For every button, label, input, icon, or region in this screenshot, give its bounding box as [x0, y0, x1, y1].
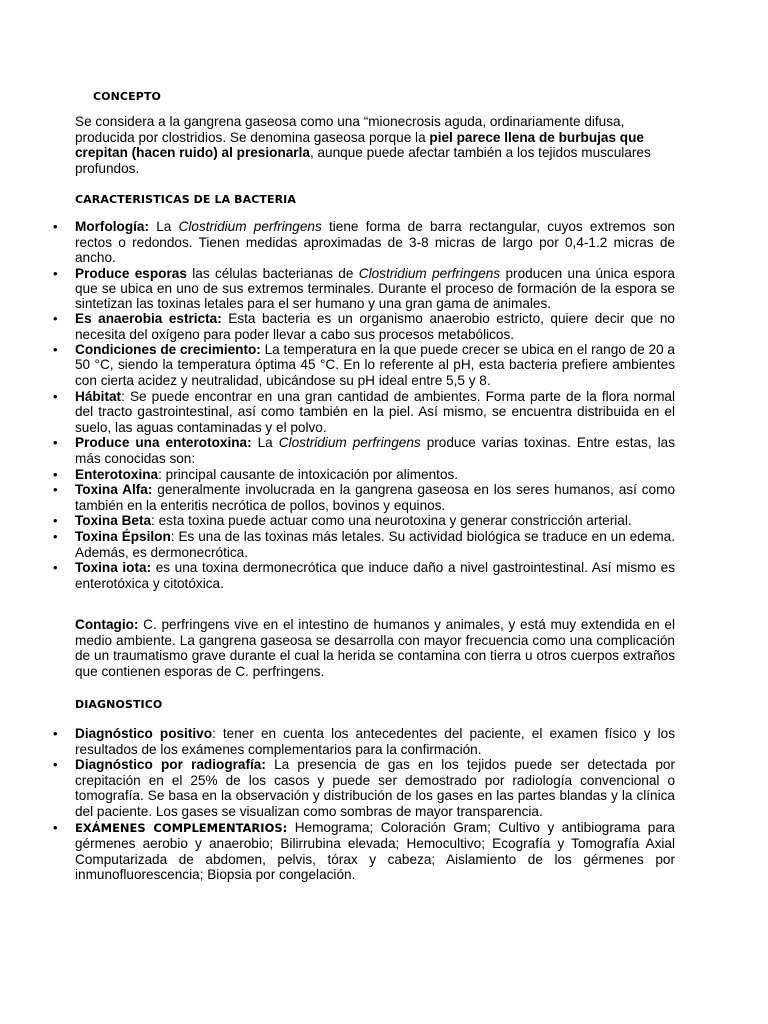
- item-label: Es anaerobia estricta:: [75, 311, 222, 327]
- item-label: Diagnóstico por radiografía:: [75, 757, 266, 773]
- heading-concepto: CONCEPTO: [93, 90, 161, 103]
- item-text: La temperatura en la que puede crecer se ubica en el rango de 20 a 50 °C, siendo la temperatura óptima 45 °C. En lo referente al pH, esta bacteria prefiere ambientes con cierta acidez y neutralidad, ubicándose su pH ideal entre 5,5 y 8.: [75, 341, 675, 388]
- contagio-paragraph: [75, 617, 675, 679]
- item-label: Produce esporas: [75, 265, 187, 281]
- item-text: : tener en cuenta los antecedentes del paciente, el examen físico y los resultados de los exámenes complementarios para la confirmación.: [75, 726, 675, 757]
- list-item: [75, 467, 675, 483]
- contagio-label: Contagio:: [75, 617, 139, 632]
- item-text: La presencia de gas en los tejidos puede ser detectada por crepitación en el 25% de los casos y puede ser demostrado por radiología convencional o tomografía. Se basa en la observación y distribución de los gases en las partes blandas y la clínica del paciente. Los gases se visualizan como sombras de mayor transparencia.: [75, 757, 675, 819]
- list-item: [75, 389, 675, 436]
- list-item: [75, 219, 675, 266]
- item-text: las células bacterianas de: [186, 265, 359, 281]
- item-label: Toxina Épsilon: [75, 528, 171, 544]
- item-text: Hemograma; Coloración Gram; Cultivo y antibiograma para gérmenes aerobio y anaerobio; Bilirrubina elevada; Hemocultivo; Ecografía y Tomografía Axial Computarizada de abdomen, pelvis, tórax y cabeza; Aislamiento de los gérmenes por inmunofluorescencia; Biopsia por congelación.: [75, 819, 675, 883]
- list-item: [75, 435, 675, 466]
- list-item: [75, 482, 675, 513]
- item-italic: Clostridium perfringens: [358, 265, 501, 281]
- heading-caracteristicas: CARACTERISTICAS DE LA BACTERIA: [75, 193, 296, 206]
- item-label: EXÁMENES COMPLEMENTARIOS:: [75, 820, 288, 835]
- concepto-text-bold: piel parece llena de burbujas que crepitan (hacen ruido) al presionarla: [75, 129, 644, 161]
- item-text: : Se puede encontrar en una gran cantidad de ambientes. Forma parte de la flora normal del tracto gastrointestinal, así como también en la piel. Así mismo, se encuentra distribuida en el suelo, las aguas contaminadas y el polvo.: [75, 388, 675, 435]
- concepto-paragraph: [75, 114, 675, 176]
- contagio-text: C. perfringens vive en el intestino de humanos y animales, y está muy extendida en el medio ambiente. La gangrena gaseosa se desarrolla con mayor frecuencia como una complicación de un traumatismo grave durante el cual la herida se contamina con tierra u otros cuerpos extraños que contienen esporas de C. perfringens.: [75, 617, 675, 679]
- item-label: Toxina Alfa:: [75, 482, 153, 498]
- item-text: Esta bacteria es un organismo anaerobio estricto, quiere decir que no necesita del oxígeno para poder llevar a cabo sus procesos metabólicos.: [75, 311, 675, 342]
- item-italic: Clostridium perfringens: [278, 435, 421, 451]
- item-label: Produce una enterotoxina:: [75, 435, 252, 451]
- item-text: generalmente involucrada en la gangrena gaseosa en los seres humanos, así como también en la enteritis necrótica de pollos, bovinos y equinos.: [75, 482, 676, 513]
- item-text: tiene forma de barra rectangular, cuyos extremos son rectos o redondos. Tienen medidas aproximadas de 3-8 micras de largo por 0,4-1.2 micras de ancho.: [75, 219, 675, 266]
- list-item: [75, 757, 675, 819]
- item-label: Toxina iota:: [75, 560, 152, 576]
- item-label: Morfología:: [75, 219, 149, 234]
- item-text: La: [149, 219, 179, 234]
- item-text: La: [251, 435, 279, 451]
- item-label: Toxina Beta: [75, 513, 152, 529]
- heading-diagnostico: DIAGNOSTICO: [75, 698, 163, 711]
- item-text: : principal causante de intoxicación por alimentos.: [158, 466, 459, 482]
- item-label: Condiciones de crecimiento:: [75, 341, 261, 357]
- list-item: [75, 513, 675, 529]
- item-text: : esta toxina puede actuar como una neurotoxina y generar constricción arterial.: [151, 513, 632, 529]
- item-label: Hábitat: [75, 388, 122, 404]
- list-item: [75, 820, 675, 883]
- item-text: producen una única espora que se ubica en uno de sus extremos terminales. Durante el proceso de formación de la espora se sintetizan las toxinas letales para el ser humano y una gran gama de animales.: [75, 265, 675, 312]
- caracteristicas-list: [75, 219, 675, 591]
- item-italic: Clostridium perfringens: [178, 219, 322, 234]
- item-text: produce varias toxinas. Entre estas, las más conocidas son:: [75, 435, 675, 466]
- list-item: [75, 311, 675, 341]
- list-item: [75, 726, 675, 757]
- list-item: [75, 529, 675, 560]
- diagnostico-list: [75, 726, 675, 883]
- item-label: Diagnóstico positivo: [75, 726, 212, 741]
- item-label: Enterotoxina: [75, 466, 159, 482]
- list-item: [75, 342, 675, 389]
- list-item: [75, 560, 675, 591]
- concepto-text-end: , aunque puede afectar también a los tejidos musculares profundos.: [75, 145, 651, 176]
- item-text: : Es una de las toxinas más letales. Su actividad biológica se traduce en un edema. Además, es dermonecrótica.: [75, 528, 675, 560]
- item-text: es una toxina dermonecrótica que induce daño a nivel gastrointestinal. Así mismo es enterotóxica y citotóxica.: [75, 560, 675, 591]
- list-item: [75, 266, 675, 312]
- concepto-text-start: Se considera a la gangrena gaseosa como una “mionecrosis aguda, ordinariamente difusa, producida por clostridios. Se denomina gaseosa porque la: [75, 114, 625, 145]
